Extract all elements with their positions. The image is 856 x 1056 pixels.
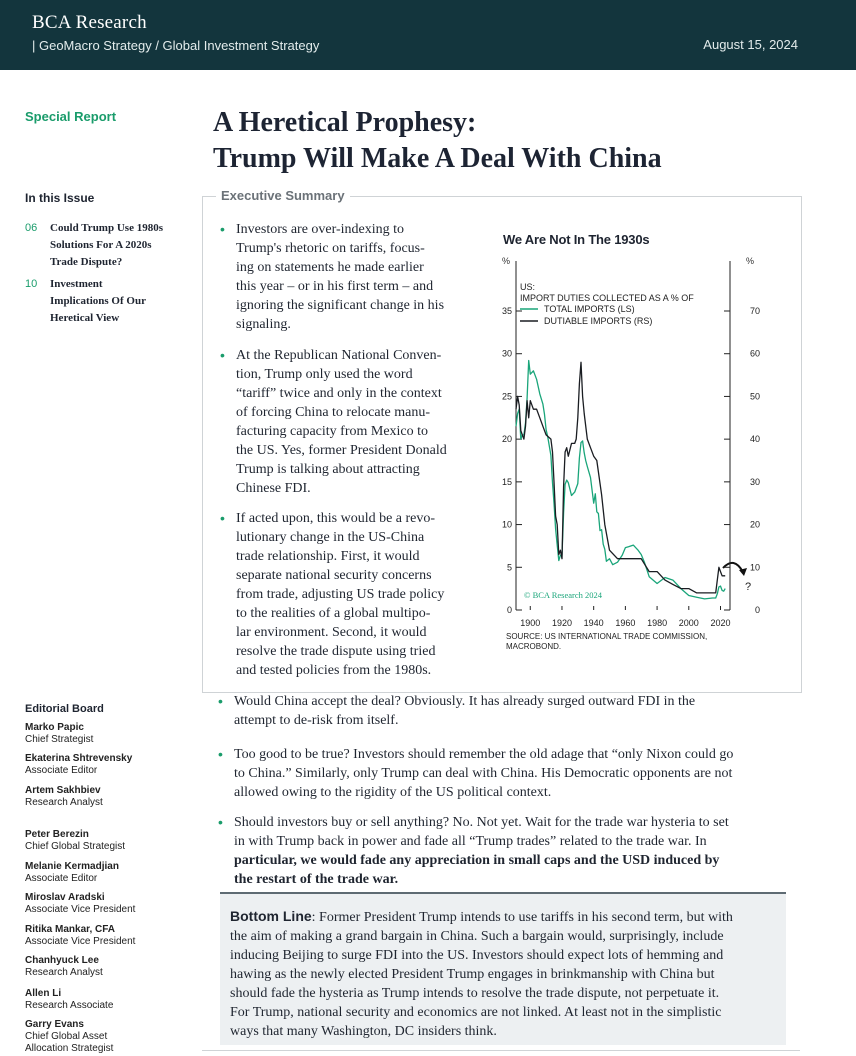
series-line-total-imports: [516, 361, 725, 599]
bottom-line-line: : Former President Trump intends to use tariffs in his second term, but with: [311, 910, 733, 925]
board-member: [25, 829, 125, 853]
bullet-line: Chinese FDI.: [236, 481, 311, 496]
left-tick-label: 10: [501, 519, 512, 530]
bullet-line: trade relationship. First, it would: [236, 549, 420, 564]
member-name: Peter Berezin: [25, 829, 89, 840]
member-role: Associate Editor: [25, 765, 98, 776]
bullet-line: facturing capacity from Mexico to: [236, 424, 429, 439]
chart-title: We Are Not In The 1930s: [503, 232, 650, 247]
left-tick-label: 0: [506, 605, 512, 615]
right-tick-label: 10: [749, 562, 760, 573]
board-member: [25, 785, 103, 809]
summary-bullet: [236, 346, 476, 498]
member-role: Research Analyst: [25, 967, 103, 978]
toc-line: Heretical View: [50, 312, 120, 324]
bottom-line-line: should fade the hysteria as Trump intends to resolve the trade dispute, not perpetuate it.: [230, 986, 720, 1001]
left-tick-label: 5: [506, 562, 512, 573]
legend-label-dutiable: DUTIABLE IMPORTS (RS): [544, 316, 653, 326]
board-member: [25, 861, 119, 885]
summary-bullet: [234, 692, 794, 730]
x-tick-label: 1920: [551, 618, 572, 628]
summary-bullet: [236, 509, 476, 680]
member-name: Marko Papic: [25, 722, 84, 733]
board-member: [25, 988, 113, 1012]
bottom-line-label: Bottom Line: [230, 908, 312, 924]
x-tick-label: 1900: [520, 618, 541, 628]
bullet-line: from trade, adjusting US trade policy: [236, 587, 445, 602]
report-date: August 15, 2024: [703, 37, 798, 52]
toc-item[interactable]: [25, 220, 195, 271]
right-tick-label: 60: [749, 348, 760, 359]
bullet-line: lutionary change in the US-China: [236, 530, 425, 545]
bottom-line-box: [220, 892, 786, 1045]
report-type-label: Special Report: [25, 109, 117, 124]
bullet-line: • At the Republican National Conven-: [236, 348, 442, 363]
bullet-line: • Investors are over-indexing to: [236, 222, 405, 237]
summary-bullet: [234, 813, 794, 889]
left-tick-label: 20: [501, 434, 512, 445]
right-tick-label: 40: [749, 434, 760, 445]
member-role: Chief Global Strategist: [25, 841, 126, 852]
board-member: [25, 753, 132, 777]
bullet-line: • Would China accept the deal? Obviously. It has already surged outward FDI in the: [234, 694, 696, 709]
right-tick-label: 50: [749, 391, 760, 402]
toc-line: Investment: [50, 278, 103, 290]
title-line-1: A Heretical Prophesy:: [213, 107, 477, 138]
legend-label-total: TOTAL IMPORTS (LS): [544, 304, 635, 314]
box-bottom-border: [202, 1050, 800, 1051]
editorial-board-heading: Editorial Board: [25, 703, 104, 715]
left-unit-label: %: [502, 256, 511, 266]
bullet-line: • Too good to be true? Investors should remember the old adage that “only Nixon could go: [234, 747, 734, 762]
member-role: Research Associate: [25, 1000, 114, 1011]
board-member: [25, 1019, 113, 1055]
member-name: Allen Li: [25, 988, 62, 999]
legend-title-line: US:: [520, 282, 536, 292]
bullet-line: signaling.: [236, 317, 291, 332]
bullet-line: Trump is talking about attracting: [236, 462, 420, 477]
bullet-line: the US. Yes, former President Donald: [236, 443, 447, 458]
board-member: [25, 955, 103, 979]
toc-line: Implications Of Our: [50, 295, 146, 307]
duties-line-chart: [490, 250, 780, 660]
title-line-2: Trump Will Make A Deal With China: [213, 143, 662, 174]
left-tick-label: 25: [501, 391, 512, 402]
bullet-line-emphasis: particular, we would fade any appreciation in small caps and the USD induced by: [234, 853, 720, 868]
bottom-line-line: For Trump, national security and economics are not linked. At least not in the simplistic: [230, 1005, 722, 1020]
bullet-line: and tested policies from the 1980s.: [236, 663, 432, 678]
bullet-line-emphasis: the restart of the trade war.: [234, 872, 399, 887]
executive-summary-label: Executive Summary: [217, 188, 349, 203]
bullet-line: Trump's rhetoric on tariffs, focus-: [236, 241, 425, 256]
series-subtitle: | GeoMacro Strategy / Global Investment Strategy: [32, 38, 320, 53]
toc-line: Solutions For A 2020s: [50, 239, 152, 251]
member-name: Garry Evans: [25, 1019, 84, 1030]
member-name: Miroslav Aradski: [25, 892, 105, 903]
member-role: Associate Vice President: [25, 904, 136, 915]
member-name: Ekaterina Shtrevensky: [25, 753, 133, 764]
board-member: [25, 722, 93, 746]
left-tick-label: 15: [501, 476, 512, 487]
board-member: [25, 924, 135, 948]
bullet-line: • If acted upon, this would be a revo-: [236, 511, 436, 526]
member-name: Chanhyuck Lee: [25, 955, 99, 966]
bullet-line: this year – or in his first term – and: [236, 279, 434, 294]
member-role: Allocation Strategist: [25, 1043, 114, 1054]
summary-bullet: [236, 220, 476, 334]
bottom-line-text: [220, 894, 786, 1041]
member-role: Associate Editor: [25, 873, 98, 884]
summary-bullet: [234, 745, 794, 802]
x-tick-label: 1980: [647, 618, 668, 628]
bullet-line: • Should investors buy or sell anything? No. Not yet. Wait for the trade war hysteria to set: [234, 815, 729, 830]
x-tick-label: 2020: [710, 618, 731, 628]
chart-annotation: ?: [745, 581, 752, 593]
bottom-line-line: the aim of making a grand bargain in China. Such a bargain would, surprisingly, include: [230, 929, 724, 944]
series-line-dutiable-imports: [516, 362, 725, 593]
bottom-line-first: [230, 907, 776, 927]
member-role: Associate Vice President: [25, 936, 136, 947]
bullet-line: ignoring the significant change in his: [236, 298, 445, 313]
bca-research-logo: BCA Research: [32, 12, 147, 33]
legend-title-line: IMPORT DUTIES COLLECTED AS A % OF: [520, 293, 694, 303]
bullet-line: separate national security concerns: [236, 568, 432, 583]
box-border-segment: [350, 196, 801, 197]
toc-page-number: 10: [25, 278, 38, 290]
toc-item[interactable]: [25, 276, 195, 327]
right-tick-label: 0: [754, 605, 760, 615]
report-title: [213, 105, 662, 177]
toc-page-number: 06: [25, 222, 38, 234]
toc-line: Trade Dispute?: [50, 256, 123, 268]
x-tick-label: 1960: [615, 618, 636, 628]
in-this-issue-heading: In this Issue: [25, 191, 95, 205]
source-line: SOURCE: US INTERNATIONAL TRADE COMMISSION,: [506, 632, 708, 641]
member-name: Artem Sakhbiev: [25, 785, 101, 796]
bullet-line: ing on statements he made earlier: [236, 260, 424, 275]
x-tick-label: 2000: [678, 618, 699, 628]
member-role: Chief Global Asset: [25, 1031, 108, 1042]
bullet-line: lar environment. Second, it would: [236, 625, 427, 640]
right-tick-label: 20: [749, 519, 760, 530]
box-border-segment: [202, 196, 216, 197]
bullet-line: “tariff” twice and only in the context: [236, 386, 442, 401]
bullet-line: in with Trump back in power and fade all “Trump trades” related to the trade war. In: [234, 834, 707, 849]
member-name: Melanie Kermadjian: [25, 861, 119, 872]
member-name: Ritika Mankar, CFA: [25, 924, 116, 935]
toc-line: Could Trump Use 1980s: [50, 222, 163, 234]
x-tick-label: 1940: [583, 618, 604, 628]
member-role: Research Analyst: [25, 797, 103, 808]
left-tick-label: 30: [501, 348, 512, 359]
right-tick-label: 70: [749, 306, 760, 316]
right-unit-label: %: [746, 256, 755, 266]
bullet-line: to the realities of a global multipo-: [236, 606, 431, 621]
left-tick-label: 35: [501, 306, 512, 316]
bullet-line: allowed owing to the rigidity of the US political context.: [234, 785, 552, 800]
report-header: [0, 0, 856, 70]
bottom-line-line: inducing Beijing to surge FDI into the US. Investors should expect lots of hemming and: [230, 948, 724, 963]
bullet-line: tion, Trump only used the word: [236, 367, 413, 382]
bullet-line: resolve the trade dispute using tried: [236, 644, 436, 659]
bottom-line-line: ways that many Washington, DC insiders think.: [230, 1024, 497, 1039]
bullet-line: to China.” Similarly, only Trump can deal with China. His Democratic opponents are not: [234, 766, 733, 781]
bullet-line: of forcing China to relocate manu-: [236, 405, 430, 420]
member-role: Chief Strategist: [25, 734, 94, 745]
source-line: MACROBOND.: [506, 642, 562, 651]
bottom-line-line: hawing as the newly elected President Trump engages in brinkmanship with China but: [230, 967, 715, 982]
chart-watermark: © BCA Research 2024: [524, 590, 602, 600]
right-tick-label: 30: [749, 476, 760, 487]
board-member: [25, 892, 135, 916]
bullet-line: attempt to de-risk from itself.: [234, 713, 399, 728]
